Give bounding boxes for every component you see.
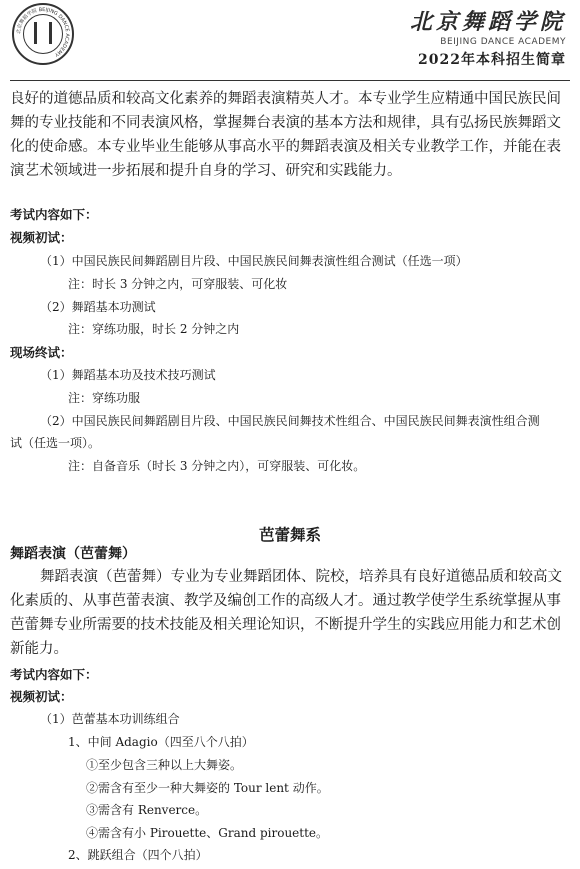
ballet-video-heading: 视频初试：: [10, 689, 73, 704]
brochure-title: 2022年本科招生简章: [418, 52, 566, 68]
intro-line-3: 化的使命感。本专业毕业生能够从事高水平的舞蹈表演及相关专业教学工作，并能在表: [10, 139, 561, 155]
video-item-2-note: 注：穿练功服，时长 2 分钟之内: [68, 322, 240, 336]
video-item-1: （1）中国民族民间舞蹈剧目片段、中国民族民间舞表演性组合测试（任选一项）: [40, 254, 468, 268]
ballet-item-1-jump: 2、跳跃组合（四个八拍）: [68, 848, 208, 862]
intro-line-1: 良好的道德品质和较高文化素养的舞蹈表演精英人才。本专业学生应精通中国民族民间: [10, 91, 561, 107]
video-item-2: （2）舞蹈基本功测试: [40, 300, 156, 314]
final-item-2-line-2: 试（任选一项）。: [10, 436, 101, 450]
ballet-desc-line-4: 新能力。: [10, 641, 68, 657]
ballet-desc-line-1: 舞蹈表演（芭蕾舞）专业为专业舞蹈团体、院校，培养具有良好道德品质和较高文: [40, 569, 562, 585]
academy-seal-logo: [12, 3, 74, 65]
ballet-item-1-adagio: 1、中间 Adagio（四至八个八拍）: [68, 735, 254, 749]
major-title: 舞蹈表演（芭蕾舞）: [10, 546, 136, 562]
ballet-desc-line-3: 芭蕾舞专业所需要的技术技能及相关理论知识，不断提升学生的实践应用能力和艺术创: [10, 617, 561, 633]
adagio-req-2: ②需含有至少一种大舞姿的 Tour lent 动作。: [86, 781, 329, 795]
final-item-2-line-1: （2）中国民族民间舞蹈剧目片段、中国民族民间舞技术性组合、中国民族民间舞表演性组合测: [40, 414, 540, 428]
seal-ring-text: [14, 5, 72, 63]
header: [0, 0, 580, 82]
exam-content-heading: 考试内容如下：: [10, 207, 98, 222]
adagio-req-1: ①至少包含三种以上大舞姿。: [86, 758, 243, 772]
ballet-exam-heading: 考试内容如下：: [10, 667, 98, 682]
video-item-1-note: 注：时长 3 分钟之内，可穿服装、可化妆: [68, 277, 288, 291]
adagio-req-3: ③需含有 Renverce。: [86, 803, 208, 817]
intro-line-2: 舞的专业技能和不同表演风格，掌握舞台表演的基本方法和规律，具有弘扬民族舞蹈文: [10, 115, 561, 131]
intro-line-4: 演艺术领域进一步拓展和提升自身的学习、研究和实践能力。: [10, 163, 402, 179]
department-title: 芭蕾舞系: [258, 526, 321, 544]
brand-chinese-name: 北京舞蹈学院: [409, 9, 566, 35]
final-item-1: （1）舞蹈基本功及技术技巧测试: [40, 368, 216, 382]
ballet-item-1: （1）芭蕾基本功训练组合: [40, 712, 180, 726]
adagio-req-4: ④需含有小 Pirouette、Grand pirouette。: [86, 826, 329, 840]
video-preliminary-heading: 视频初试：: [10, 230, 73, 245]
final-item-1-note: 注：穿练功服: [68, 391, 141, 405]
header-divider: [10, 80, 570, 81]
brand-english-name: BEIJING DANCE ACADEMY: [440, 37, 566, 47]
ballet-desc-line-2: 化素质的、从事芭蕾表演、教学及编创工作的高级人才。通过教学使学生系统掌握从事: [10, 593, 561, 609]
svg-text:北京舞蹈学院 BEIJING DANCE ACADEMY: 北京舞蹈学院 BEIJING DANCE ACADEMY: [15, 6, 71, 58]
onsite-final-heading: 现场终试：: [10, 345, 73, 360]
brand-block: [410, 10, 566, 70]
final-item-2-note: 注：自备音乐（时长 3 分钟之内），可穿服装、可化妆。: [68, 459, 366, 473]
